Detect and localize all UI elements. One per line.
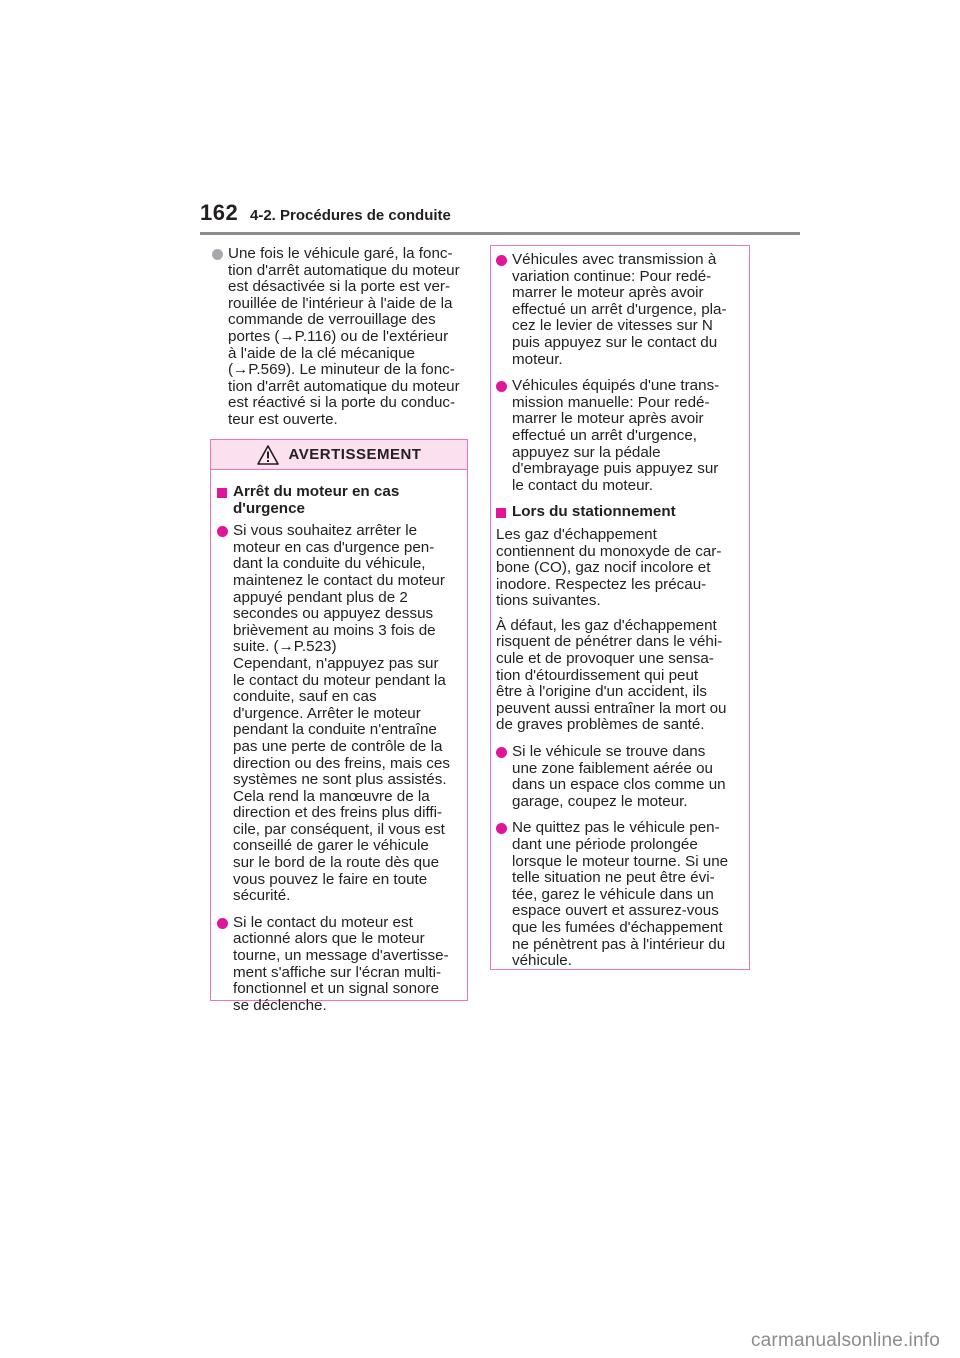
bullet-dot-icon xyxy=(496,747,507,758)
right-bullet-text: Véhicules avec transmission à variation continue: Pour redé- marrer le moteur après avoir effectué un arrêt d'urgence, pla- cez le levier de vitesses sur N puis appuyez sur le contact du moteur. xyxy=(512,251,727,368)
paragraph: À défaut, les gaz d'échappement risquent de pénétrer dans le véhi- cule et de provoquer une sensa- tion d'étourdissement qui peut être à l'origine d'un accident, ils peuvent aussi entraîner la mort ou de graves problèmes de santé. xyxy=(496,616,727,734)
bullet-dot-icon xyxy=(496,255,507,266)
parking-subhead-text: Lors du stationnement xyxy=(512,503,676,521)
right-bullet xyxy=(496,744,746,810)
bullet-dot-icon xyxy=(217,918,228,929)
parking-subhead xyxy=(496,504,746,521)
warning-bullet xyxy=(217,523,461,905)
warning-body xyxy=(211,470,467,1014)
left-column xyxy=(212,246,470,439)
warning-bullet-text: Si vous souhaitez arrêter le moteur en cas d'urgence pen- dant la conduite du véhicule, maintenez le contact du moteur appuyé pendant plus de 2 secondes ou appuyez dessus brièvement au moins 3 fois de suite. (→P.523) Cependant, n'appuyez pas sur le contact du moteur pendant la conduite, sauf en cas d'urgence. Arrêter le moteur pendant la conduite n'entraîne pas une perte de contrôle de la direction ou des freins, mais ces systèmes ne sont plus assistés. Cela rend la manœuvre de la direction et des freins plus diffi- cile, par conséquent, il vous est conseillé de garer le véhicule sur le bord de la route dès que vous pouvez le faire en toute sécurité. xyxy=(233,522,450,905)
warning-bullet xyxy=(217,915,461,1015)
paragraph: Les gaz d'échappement contiennent du monoxyde de car- bone (CO), gaz nocif incolore et inodore. Respectez les précau- tions suivantes. xyxy=(496,525,722,610)
page-number: 162 xyxy=(200,200,239,225)
page-header xyxy=(200,200,800,236)
bullet-dot-icon xyxy=(212,249,223,260)
right-column xyxy=(496,252,746,980)
intro-bullet xyxy=(212,246,470,429)
warning-box xyxy=(210,439,468,1014)
warning-title: AVERTISSEMENT xyxy=(288,446,422,463)
warning-triangle-icon xyxy=(257,445,279,465)
section-title: 4-2. Procédures de conduite xyxy=(250,207,451,224)
square-bullet-icon xyxy=(496,508,506,518)
square-bullet-icon xyxy=(217,488,227,498)
right-bullet-text: Ne quittez pas le véhicule pen- dant une période prolongée lorsque le moteur tourne. Si une telle situation ne peut être évi- tée, garez le véhicule dans un espace ouvert et assurez-vous que les fumées d'échappement ne pénètrent pas à l'intérieur du véhicule. xyxy=(512,819,729,970)
header-rule xyxy=(200,232,800,235)
warning-subhead xyxy=(217,484,461,517)
watermark: carmanualsonline.info xyxy=(750,1330,940,1351)
bullet-dot-icon xyxy=(496,381,507,392)
bullet-dot-icon xyxy=(217,526,228,537)
right-bullet-text: Véhicules équipés d'une trans- mission manuelle: Pour redé- marrer le moteur après avoir effectué un arrêt d'urgence, appuyez sur la pédale d'embrayage puis appuyez sur le contact du moteur. xyxy=(512,377,720,494)
right-bullet-text: Si le véhicule se trouve dans une zone faiblement aérée ou dans un espace clos comme un garage, coupez le moteur. xyxy=(512,743,726,810)
warning-bullet-text: Si le contact du moteur est actionné alors que le moteur tourne, un message d'avertisse- ment s'affiche sur l'écran multi- fonctionnel et un signal sonore se déclenche. xyxy=(233,913,449,1014)
bullet-dot-icon xyxy=(496,823,507,834)
right-bullet xyxy=(496,378,746,494)
warning-header xyxy=(211,440,467,470)
right-bullet xyxy=(496,820,746,969)
warning-subhead-text: Arrêt du moteur en cas d'urgence xyxy=(233,483,400,517)
right-bullet xyxy=(496,252,746,368)
intro-bullet-text: Une fois le véhicule garé, la fonc- tion d'arrêt automatique du moteur est désactivée si la porte est ver- rouillée de l'intérieur à l'aide de la commande de verrouillage des portes (→P.116) ou de l'extérieur à l'aide de la clé mécanique (→P.569). Le minuteur de la fonc- tion d'arrêt automatique du moteur est réactivé si la porte du conduc- teur est ouverte. xyxy=(228,245,460,428)
